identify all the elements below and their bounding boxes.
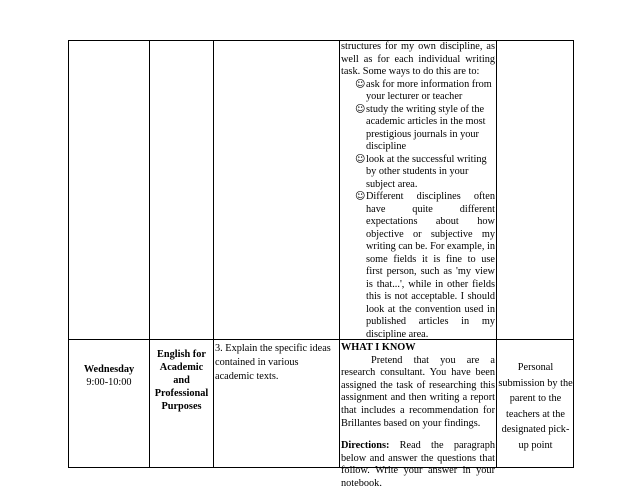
directions-label: Directions: xyxy=(341,440,390,452)
column-border-2 xyxy=(149,40,150,468)
subject-label: English for Academic and Professional Purposes xyxy=(154,349,209,412)
smiley-face-icon: ☺ xyxy=(355,103,366,115)
row-divider xyxy=(68,339,574,340)
bullet-text: Different disciplines often have quite different expectations about how objective or subjective my writing can be. For example, in some fields it is fine to use first person, such as 'my view is that...', while in other fields this is not acceptable. I should look at the convention used in published articles in my discipline area. xyxy=(366,191,495,340)
delivery-mode-cell xyxy=(498,360,573,454)
bullet-text: ask for more information from your lecturer or teacher xyxy=(366,78,495,102)
day-label: Wednesday xyxy=(83,364,135,375)
subject-cell xyxy=(151,348,212,413)
learning-task-cell-continued xyxy=(341,41,495,341)
section-heading: WHAT I KNOW xyxy=(341,342,416,353)
bullet-item xyxy=(355,191,495,341)
smiley-face-icon: ☺ xyxy=(355,78,366,90)
objective-cell xyxy=(215,342,339,384)
column-border-6 xyxy=(573,40,574,468)
bullet-text: look at the successful writing by other students in your subject area. xyxy=(366,153,490,190)
column-border-3 xyxy=(213,40,214,468)
table-top-border xyxy=(68,40,574,41)
bullet-item xyxy=(355,154,495,192)
bullet-item xyxy=(355,79,495,104)
directions-text: Read the paragraph below and answer the questions that follow. Write your answer in your notebook. xyxy=(341,440,495,489)
table-bottom-border xyxy=(68,467,574,468)
learning-task-cell xyxy=(341,342,495,491)
smiley-face-icon: ☺ xyxy=(355,191,366,202)
intro-text: structures for my own discipline, as well as for each individual writing task. Some ways to do this are to: xyxy=(341,41,495,77)
objective-text: 3. Explain the specific ideas contained in various academic texts. xyxy=(215,343,331,382)
delivery-text: Personal submission by the parent to the teachers at the designated pick-up point xyxy=(498,362,573,451)
time-label: 9:00-10:00 xyxy=(86,377,132,388)
bullet-text: study the writing style of the academic articles in the most prestigious journals in your discipline xyxy=(366,103,489,152)
smiley-face-icon: ☺ xyxy=(355,153,366,165)
bullet-item xyxy=(355,104,495,154)
column-border-4 xyxy=(339,40,340,468)
day-time-cell xyxy=(70,363,148,389)
directions-paragraph xyxy=(341,440,495,490)
column-border-1 xyxy=(68,40,69,468)
scenario-paragraph: Pretend that you are a research consultant. You have been assigned the task of researching this assignment and then writing a report that includes a recommendation for Brillantes based on your findings. xyxy=(341,354,495,429)
